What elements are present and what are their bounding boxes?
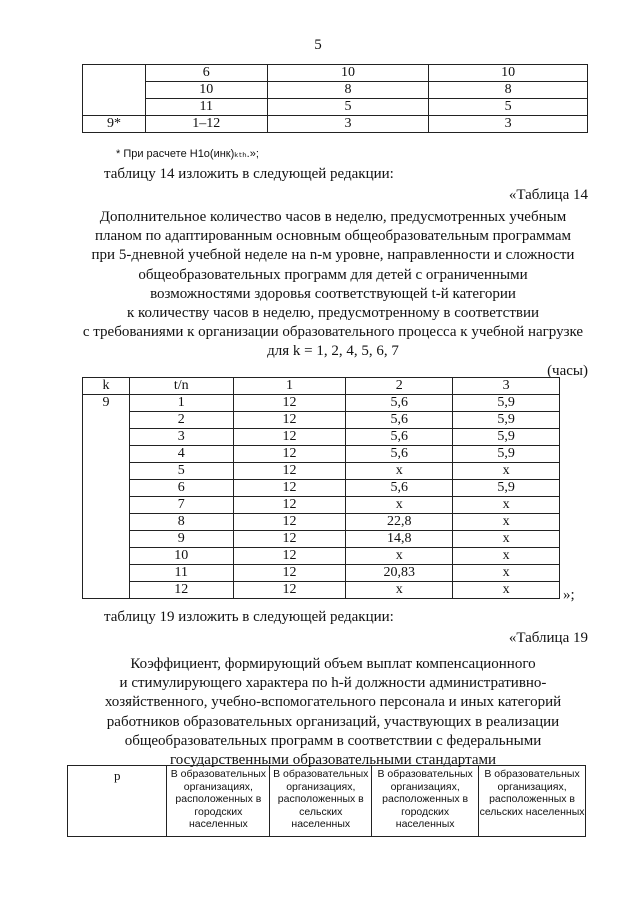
table-cell: 10 (267, 65, 429, 82)
table-cell: 5,6 (346, 446, 453, 463)
table-header-row (83, 378, 560, 395)
table-cell: 9* (83, 116, 146, 133)
table-row (83, 463, 560, 480)
table-19 (67, 765, 586, 837)
table-cell: x (346, 463, 453, 480)
table-cell: 8 (129, 514, 233, 531)
table-row (83, 65, 588, 82)
table-row (83, 531, 560, 548)
title-line: и стимулирующего характера по h-й должности административно- (119, 675, 547, 692)
table-row (83, 497, 560, 514)
table-cell: 10 (429, 65, 588, 82)
table-cell: 1 (129, 395, 233, 412)
title-line: Коэффициент, формирующий объем выплат компенсационного (130, 656, 536, 672)
table-label: «Таблица 19 (508, 630, 588, 646)
table-cell: 3 (129, 429, 233, 446)
title-line: хозяйственного, учебно-вспомогательного персонала и иных категорий (104, 694, 562, 711)
table-row (83, 514, 560, 531)
table-header-row (68, 766, 586, 837)
table-cell: 5,9 (453, 429, 560, 446)
table-cell: 5 (267, 99, 429, 116)
header-cell: 3 (453, 378, 560, 395)
table-cell: 12 (233, 497, 346, 514)
table-cell: 12 (233, 565, 346, 582)
table-row (83, 99, 588, 116)
table-cell: 12 (233, 446, 346, 463)
instruction-paragraph: таблицу 14 изложить в следующей редакции: (104, 166, 394, 182)
table-cell: 1–12 (145, 116, 267, 133)
header-cell: р (68, 766, 167, 837)
table-cell: 8 (267, 82, 429, 99)
table-continued (82, 64, 588, 133)
table-cell: 5,6 (346, 480, 453, 497)
table-cell: 6 (145, 65, 267, 82)
table-cell: 12 (233, 412, 346, 429)
footnote: * При расчете Н1о(инк)ₖₜₕ.»; (116, 148, 259, 160)
table-cell: 5,6 (346, 429, 453, 446)
table-cell: 12 (233, 395, 346, 412)
title-line: планом по адаптированным основным общеобразовательным программам (94, 228, 572, 245)
table-cell: 5,9 (453, 446, 560, 463)
table-cell: x (453, 463, 560, 480)
table-cell: 12 (233, 429, 346, 446)
instruction-paragraph: таблицу 19 изложить в следующей редакции: (104, 609, 394, 625)
title-line: при 5-дневной учебной неделе на n-м уровне, направленности и сложности (91, 247, 575, 264)
table-row (83, 429, 560, 446)
title-line: возможностями здоровья соответствующей t-й категории (150, 285, 516, 302)
table-row (83, 582, 560, 599)
header-cell: 2 (346, 378, 453, 395)
table-row (83, 82, 588, 99)
table-cell: x (453, 531, 560, 548)
table-cell: 5 (129, 463, 233, 480)
table-cell: x (453, 548, 560, 565)
table-cell: x (453, 497, 560, 514)
table-cell: 12 (233, 582, 346, 599)
header-cell: 1 (233, 378, 346, 395)
title-line: государственными образовательными стандартами (169, 752, 496, 769)
table-cell: 5,9 (453, 395, 560, 412)
table-cell: 8 (429, 82, 588, 99)
table-cell: x (346, 497, 453, 514)
table-cell: x (346, 548, 453, 565)
header-cell: В образовательных организациях, расположенных в городских населенных (167, 766, 270, 837)
title-line: работников образовательных организаций, участвующих в реализации (106, 713, 560, 730)
table-cell (83, 65, 146, 116)
header-cell: t/n (129, 378, 233, 395)
table-cell: 5,6 (346, 395, 453, 412)
table-14 (82, 377, 560, 599)
header-cell: k (83, 378, 130, 395)
table-row (83, 395, 560, 412)
table-cell: 14,8 (346, 531, 453, 548)
header-cell: В образовательных организациях, расположенных в городских населенных (372, 766, 479, 837)
title-line: Дополнительное количество часов в неделю, предусмотренных учебным (99, 209, 567, 225)
page-number: 5 (314, 37, 322, 53)
table-row (83, 446, 560, 463)
table-cell: 22,8 (346, 514, 453, 531)
table-cell: 9 (129, 531, 233, 548)
table-cell: 5,9 (453, 480, 560, 497)
unit-label: (часы) (547, 363, 588, 379)
table-row (83, 565, 560, 582)
table-label: «Таблица 14 (508, 187, 588, 203)
table-cell: 11 (129, 565, 233, 582)
table-cell: 4 (129, 446, 233, 463)
table-cell: 12 (233, 548, 346, 565)
table-row (83, 412, 560, 429)
k-cell: 9 (83, 395, 130, 599)
table-cell: 10 (145, 82, 267, 99)
table-cell: x (453, 565, 560, 582)
header-cell: В образовательных организациях, расположенных в сельских населенных (270, 766, 372, 837)
table-cell: 12 (233, 514, 346, 531)
table-cell: 12 (233, 463, 346, 480)
title-line: с требованиями к организации образовательного процесса к учебной нагрузке (82, 324, 584, 341)
table-cell: 12 (233, 480, 346, 497)
title-line: к количеству часов в неделю, предусмотренному в соответствии (126, 305, 540, 322)
table-cell: 5,6 (346, 412, 453, 429)
table-cell: 7 (129, 497, 233, 514)
table-cell: 5,9 (453, 412, 560, 429)
closing-quote: »; (563, 587, 575, 603)
table-row (83, 548, 560, 565)
table-cell: 2 (129, 412, 233, 429)
table-title (60, 655, 606, 770)
table-cell: x (453, 514, 560, 531)
table-cell: x (346, 582, 453, 599)
table-cell: 5 (429, 99, 588, 116)
table-cell: 12 (233, 531, 346, 548)
table-cell: 3 (429, 116, 588, 133)
header-cell: В образовательных организациях, расположенных в сельских населенных (479, 766, 586, 837)
table-cell: 11 (145, 99, 267, 116)
title-line: для k = 1, 2, 4, 5, 6, 7 (267, 343, 399, 360)
table-title (60, 208, 606, 362)
table-cell: x (453, 582, 560, 599)
table-row (83, 480, 560, 497)
title-line: общеобразовательных программ в соответствии с федеральными (124, 732, 542, 749)
table-cell: 6 (129, 480, 233, 497)
table-cell: 12 (129, 582, 233, 599)
table-row (83, 116, 588, 133)
table-cell: 10 (129, 548, 233, 565)
title-line: общеобразовательных программ для детей с ограниченными (138, 266, 528, 283)
table-cell: 20,83 (346, 565, 453, 582)
table-cell: 3 (267, 116, 429, 133)
